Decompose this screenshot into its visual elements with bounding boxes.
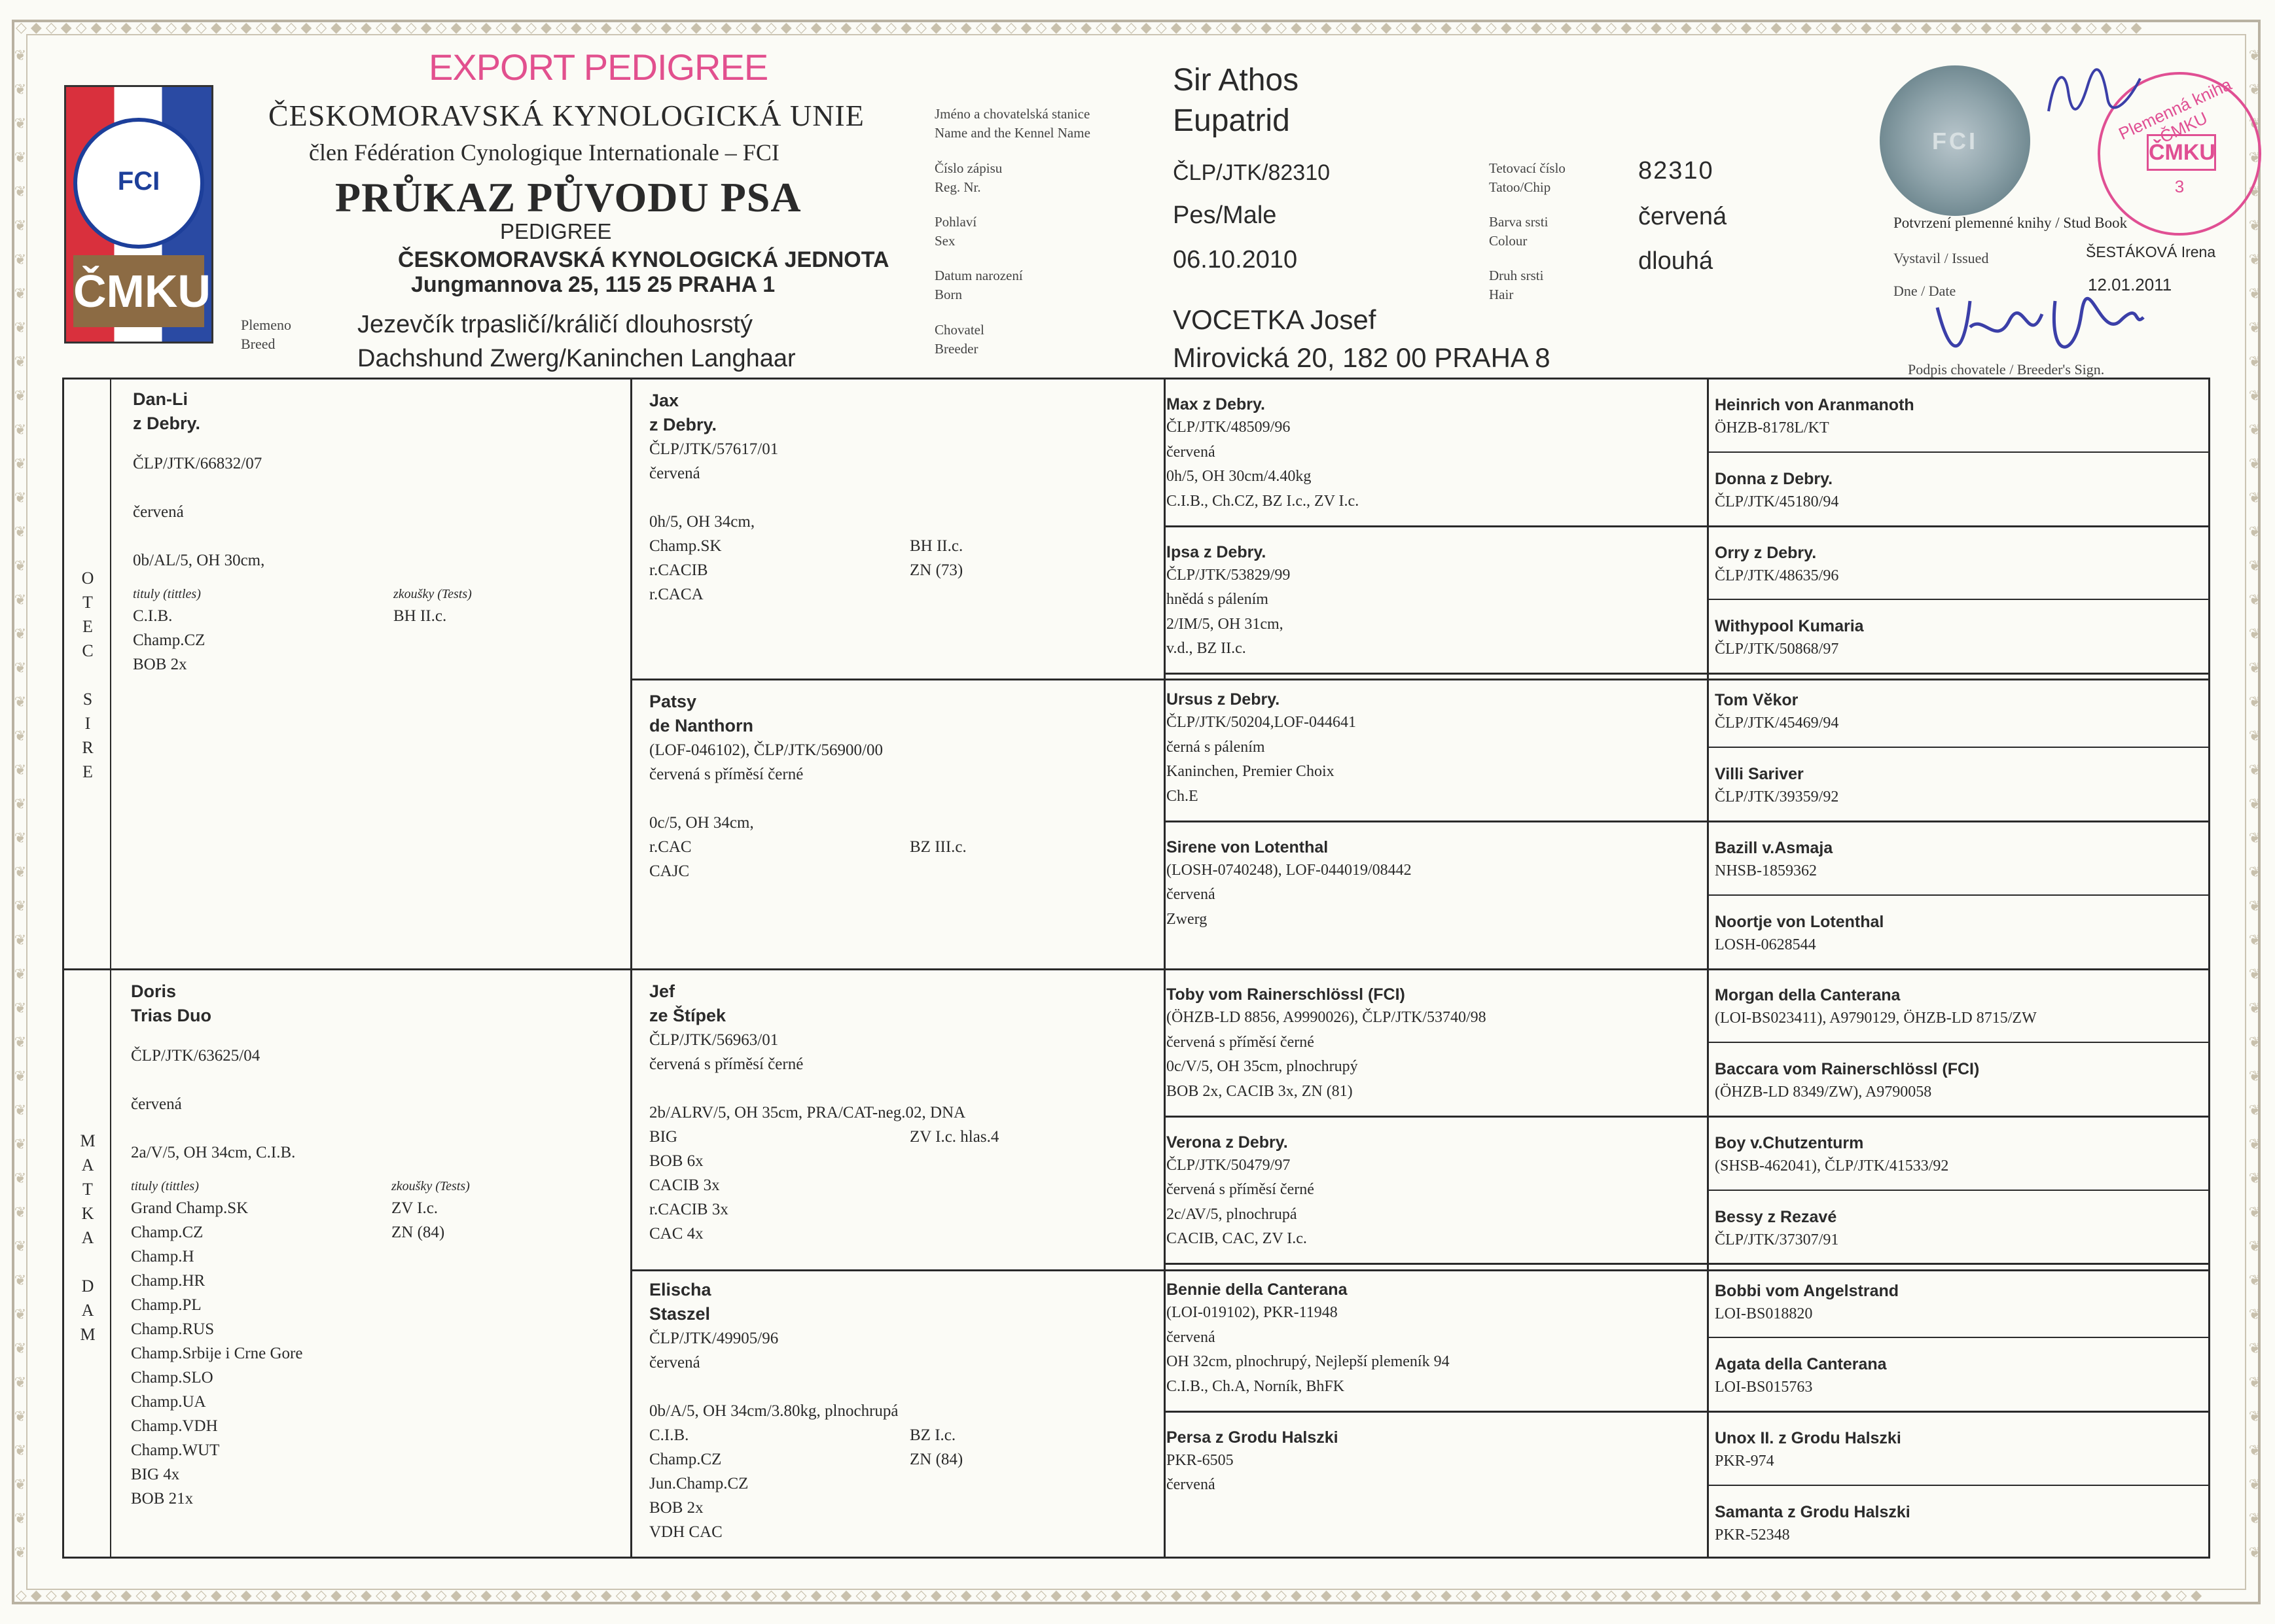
- dam-tests-label: zkoušky (Tests): [391, 1179, 470, 1193]
- fci-logo-text: FCI: [117, 167, 160, 196]
- gen2-test: [910, 1052, 999, 1076]
- gen4-reg: (ÖHZB-LD 8349/ZW), A9790058: [1715, 1084, 1932, 1101]
- gen4-cell: [1715, 542, 2199, 588]
- gen4-reg: ČLP/JTK/39359/92: [1715, 788, 1839, 805]
- sex-label: Pohlaví Sex: [935, 214, 977, 249]
- gen3-detail-line: červená: [1166, 886, 1215, 903]
- gen3-detail-line: ČLP/JTK/50479/97: [1166, 1156, 1291, 1174]
- dam-side-letter: D: [81, 1277, 94, 1296]
- sire-side-letter: E: [82, 762, 93, 781]
- gen2-cell: [649, 980, 1153, 1246]
- gen4-name: Withypool Kumaria: [1715, 617, 1864, 636]
- gen2-detail-line: [649, 786, 1153, 811]
- gen2-name: de Nanthorn: [649, 716, 753, 735]
- gen4-name: Tom Věkor: [1715, 691, 1799, 710]
- stamp-logo: ČMKU: [2147, 134, 2216, 171]
- gen3-name: Ursus z Debry.: [1166, 690, 1280, 709]
- sire-tests-label: zkoušky (Tests): [393, 587, 472, 601]
- gen2-detail-line: BOB 6x: [649, 1152, 704, 1170]
- sire-side-letter: T: [82, 593, 93, 612]
- sire-colour: červená: [133, 503, 184, 521]
- cmku-logo: ČMKU: [73, 255, 204, 327]
- gen4-reg: PKR-52348: [1715, 1527, 1790, 1544]
- gen3-row-divider: [1164, 1263, 2210, 1265]
- gen4-cell: [1715, 1133, 2199, 1178]
- gen3-detail-line: (ÖHZB-LD 8856, A9990026), ČLP/JTK/53740/98: [1166, 1009, 1486, 1026]
- gen3-detail-line: CACIB, CAC, ZV I.c.: [1166, 1230, 1307, 1247]
- breed-label: Plemeno Breed: [241, 317, 291, 352]
- gen3-cell: [1165, 688, 1696, 809]
- dam-title: Champ.SLO: [131, 1369, 213, 1386]
- gen4-name: Bessy z Rezavé: [1715, 1207, 1837, 1226]
- gen2-test: [910, 1076, 999, 1101]
- gen4-reg: PKR-974: [1715, 1453, 1774, 1470]
- gen2-test: [910, 1028, 999, 1052]
- dam-title: BIG 4x: [131, 1466, 180, 1483]
- gen3-name: Max z Debry.: [1166, 395, 1265, 414]
- colour-label: Barva srsti Colour: [1489, 214, 1549, 249]
- sire-cell: [133, 387, 630, 677]
- gen2-row-divider: [630, 1269, 2210, 1271]
- dam-side-label: [80, 1129, 96, 1347]
- dam-title: Champ.PL: [131, 1296, 202, 1314]
- gen2-name: z Debry.: [649, 415, 717, 434]
- gen4-name: Villi Sariver: [1715, 765, 1804, 783]
- gen3-detail-line: červená s příměsí černé: [1166, 1033, 1314, 1051]
- gen4-cell: [1715, 1280, 2199, 1326]
- sire-side-letter: E: [82, 617, 93, 636]
- gen2-name: ze Štípek: [649, 1006, 726, 1025]
- gen2-detail-line: červená: [649, 1354, 700, 1371]
- dam-title: Grand Champ.SK: [131, 1199, 249, 1217]
- gen2-test: ZN (84): [910, 1451, 963, 1468]
- gen3-detail-line: červená s příměsí černé: [1166, 1181, 1314, 1198]
- dam-tests: [391, 1196, 444, 1244]
- gen3-cell: [1165, 1131, 1696, 1252]
- issued-by: ŠESTÁKOVÁ Irena: [2086, 243, 2216, 260]
- dog-reg-number: ČLP/JTK/82310: [1173, 160, 1331, 185]
- dam-side-letter: M: [80, 1325, 96, 1344]
- gen4-name: Samanta z Grodu Halszki: [1715, 1503, 1910, 1521]
- breeder-info: VOCETKA Josef Mirovická 20, 182 00 PRAHA 8: [1173, 304, 1550, 373]
- gen2-cell: [649, 1278, 1153, 1544]
- gen3-detail-line: 0c/V/5, OH 35cm, plnochrupý: [1166, 1058, 1358, 1075]
- sire-titles-label: tituly (tittles): [133, 587, 201, 601]
- issue-date: 12.01.2011: [2088, 275, 2172, 294]
- gen2-detail-line: BIG: [649, 1128, 678, 1146]
- gen4-cell: [1715, 1502, 2199, 1547]
- gen2-details: [649, 738, 1153, 883]
- gen3-detail-line: červená: [1166, 443, 1215, 461]
- issued-label: Vystavil / Issued: [1893, 250, 1989, 266]
- gen3-cell: [1165, 393, 1696, 514]
- gen2-detail-line: r.CAC: [649, 838, 692, 856]
- gen4-row-divider: [1707, 1042, 2210, 1043]
- gen4-reg: ČLP/JTK/45180/94: [1715, 493, 1839, 510]
- gen2-test: BZ III.c.: [910, 838, 967, 856]
- gen2-detail-line: Champ.CZ: [649, 1451, 722, 1468]
- breeder-signature-label: Podpis chovatele / Breeder's Sign.: [1908, 361, 2105, 378]
- name-label: Jméno a chovatelská stanice Name and the Kennel Name: [935, 106, 1090, 141]
- gen3-detail-line: PKR-6505: [1166, 1451, 1234, 1469]
- dam-title: Champ.HR: [131, 1272, 206, 1290]
- gen2-test: [910, 461, 963, 485]
- gen2-name: Elischa: [649, 1280, 711, 1299]
- dam-side-letter: [80, 1250, 96, 1274]
- sire-side-letter: O: [81, 569, 94, 588]
- gen3-detail-line: ČLP/JTK/53829/99: [1166, 566, 1291, 584]
- gen3-name: Persa z Grodu Halszki: [1166, 1428, 1338, 1447]
- decorative-border-bottom: ◇◆◇◆◇◆◇◆◇◆◇◆◇◆◇◆◇◆◇◆◇◆◇◆◇◆◇◆◇◆◇◆◇◆◇◆◇◆◇◆◇◆◇◆◇◆◇◆◇◆◇◆◇◆◇◆◇◆◇◆◇◆◇◆◇◆◇◆◇◆◇◆◇◆◇◆◇◆◇◆◇◆◇◆◇◆◇◆◇◆◇◆◇◆◇◆◇◆◇◆◇◆◇◆◇◆◇◆◇◆◇◆◇◆◇◆◇◆◇◆◇◆◇◆◇◆◇◆◇◆◇◆◇◆◇◆◇◆◇◆◇◆◇◆◇◆: [16, 1587, 2206, 1604]
- club-name: ČESKOMORAVSKÁ KYNOLOGICKÁ JEDNOTA: [398, 247, 889, 272]
- dog-tattoo: 82310: [1638, 157, 1714, 185]
- union-name: ČESKOMORAVSKÁ KYNOLOGICKÁ UNIE: [268, 99, 865, 132]
- dam-side-letter: M: [80, 1131, 96, 1150]
- gen2-name: Jef: [649, 981, 675, 1001]
- gen2-name: Jax: [649, 391, 679, 410]
- gen4-reg: ČLP/JTK/45469/94: [1715, 715, 1839, 732]
- sire-titles: [133, 604, 630, 677]
- gen3-detail-line: (LOI-019102), PKR-11948: [1166, 1304, 1338, 1321]
- decorative-border-top: ◇◆◇◆◇◆◇◆◇◆◇◆◇◆◇◆◇◆◇◆◇◆◇◆◇◆◇◆◇◆◇◆◇◆◇◆◇◆◇◆◇◆◇◆◇◆◇◆◇◆◇◆◇◆◇◆◇◆◇◆◇◆◇◆◇◆◇◆◇◆◇◆◇◆◇◆◇◆◇◆◇◆◇◆◇◆◇◆◇◆◇◆◇◆◇◆◇◆◇◆◇◆◇◆◇◆◇◆◇◆◇◆◇◆◇◆◇◆◇◆◇◆◇◆◇◆◇◆◇◆◇◆◇◆◇◆◇◆◇◆◇◆: [16, 20, 2146, 36]
- stud-book-label: Potvrzení plemenné knihy / Stud Book: [1893, 215, 2128, 231]
- sire-name-line2: z Debry.: [133, 414, 201, 433]
- gen2-test: ZN (73): [910, 561, 963, 579]
- reg-label: Číslo zápisu Reg. Nr.: [935, 160, 1003, 195]
- dam-evaluation: 2a/V/5, OH 34cm, C.I.B.: [131, 1144, 296, 1161]
- document-title: PRŮKAZ PŮVODU PSA: [335, 174, 802, 221]
- gen4-row-divider: [1707, 894, 2210, 896]
- gen4-reg: LOI-BS018820: [1715, 1305, 1813, 1322]
- gen3-detail-line: Ch.E: [1166, 787, 1198, 805]
- decorative-border-right: ❦ ❦ ❦ ❦ ❦ ❦ ❦ ❦ ❦ ❦ ❦ ❦ ❦ ❦ ❦ ❦ ❦ ❦ ❦ ❦ ❦ ❦ ❦ ❦ ❦ ❦ ❦ ❦ ❦ ❦ ❦ ❦ ❦ ❦ ❦ ❦ ❦ ❦ ❦ ❦ ❦ ❦ ❦ ❦ ❦: [2248, 48, 2261, 1561]
- dam-title: Champ.RUS: [131, 1320, 215, 1338]
- gen4-name: Noortje von Lotenthal: [1715, 912, 1884, 931]
- gen4-reg: (LOI-BS023411), A9790129, ÖHZB-LD 8715/ZW: [1715, 1010, 2037, 1027]
- sire-side-letter: [80, 663, 96, 687]
- gen2-details: [649, 437, 1153, 607]
- gen2-detail-line: VDH CAC: [649, 1523, 723, 1541]
- gen3-detail-line: 2c/AV/5, plnochrupá: [1166, 1205, 1297, 1223]
- sire-tests: [393, 604, 446, 628]
- gen4-reg: LOSH-0628544: [1715, 936, 1816, 953]
- gen4-reg: ČLP/JTK/37307/91: [1715, 1231, 1839, 1248]
- gen4-reg: (SHSB-462041), ČLP/JTK/41533/92: [1715, 1157, 1949, 1174]
- gen4-cell: [1715, 838, 2199, 883]
- sire-reg: ČLP/JTK/66832/07: [133, 455, 262, 472]
- club-address: Jungmannova 25, 115 25 PRAHA 1: [411, 272, 776, 297]
- gen4-name: Boy v.Chutzenturm: [1715, 1134, 1864, 1152]
- sire-side-letter: S: [82, 690, 93, 709]
- gen2-detail-line: Jun.Champ.CZ: [649, 1475, 749, 1492]
- gen2-detail-line: červená: [649, 465, 700, 482]
- gen4-reg: ČLP/JTK/48635/96: [1715, 567, 1839, 584]
- gen4-name: Bazill v.Asmaja: [1715, 838, 1833, 857]
- gen4-cell: [1715, 1428, 2199, 1474]
- gen2-detail-line: CACIB 3x: [649, 1176, 720, 1194]
- dam-titles-label: tituly (tittles): [131, 1179, 199, 1193]
- gen2-test: [910, 1375, 963, 1399]
- document-subtitle: PEDIGREE: [500, 219, 612, 243]
- gen3-name: Verona z Debry.: [1166, 1133, 1288, 1152]
- gen3-detail-line: ČLP/JTK/48509/96: [1166, 419, 1291, 436]
- dog-name: Sir Athos Eupatrid: [1173, 63, 1299, 138]
- gen2-detail-line: Champ.SK: [649, 537, 722, 555]
- gen4-reg: ÖHZB-8178L/KT: [1715, 419, 1829, 436]
- dam-test: ZN (84): [391, 1224, 445, 1241]
- dam-title: Champ.WUT: [131, 1441, 220, 1459]
- gen3-cell: [1165, 836, 1696, 932]
- gen4-row-divider: [1707, 1190, 2210, 1191]
- gen3-name: Toby vom Rainerschlössl (FCI): [1166, 985, 1405, 1004]
- stamp-number: 3: [2174, 177, 2185, 196]
- gen2-cell: [649, 690, 1153, 883]
- dam-reg: ČLP/JTK/63625/04: [131, 1047, 260, 1065]
- gen2-test: [910, 1350, 963, 1375]
- dog-birth-date: 06.10.2010: [1173, 246, 1298, 274]
- gen2-detail-line: [649, 1375, 1153, 1399]
- gen2-test: [910, 1101, 999, 1125]
- tattoo-label: Tetovací číslo Tatoo/Chip: [1489, 160, 1566, 195]
- gen2-test: [910, 762, 967, 786]
- sire-title: BOB 2x: [133, 656, 187, 673]
- gen3-row-divider: [1164, 1411, 2210, 1413]
- gen3-detail-line: ČLP/JTK/50204,LOF-044641: [1166, 714, 1357, 731]
- gen2-tests: [910, 738, 967, 859]
- gen3-cell: [1165, 983, 1696, 1104]
- registrar-signature-icon: [2042, 65, 2147, 124]
- gen4-name: Morgan della Canterana: [1715, 986, 1901, 1005]
- gen2-name: Staszel: [649, 1304, 711, 1324]
- gen3-detail-line: C.I.B., Ch.CZ, BZ I.c., ZV I.c.: [1166, 492, 1359, 510]
- gen4-cell: [1715, 985, 2199, 1031]
- gen2-test: ZV I.c. hlas.4: [910, 1128, 999, 1146]
- gen3-detail-line: OH 32cm, plnochrupý, Nejlepší plemeník 94: [1166, 1353, 1450, 1370]
- gen2-detail-line: červená s příměsí černé: [649, 1055, 804, 1073]
- gen2-detail-line: r.CACA: [649, 586, 704, 603]
- gen4-reg: NHSB-1859362: [1715, 862, 1818, 879]
- sire-side-letter: I: [84, 714, 91, 733]
- gen3-detail-line: 0h/5, OH 30cm/4.40kg: [1166, 468, 1312, 485]
- gen2-test: [910, 786, 967, 811]
- gen4-name: Bobbi vom Angelstrand: [1715, 1281, 1899, 1300]
- sire-name-line1: Dan-Li: [133, 389, 188, 409]
- sire-side-label: [80, 566, 96, 784]
- gen2-detail-line: ČLP/JTK/57617/01: [649, 440, 779, 458]
- gen2-name: Patsy: [649, 692, 697, 711]
- gen3-detail-line: černá s pálením: [1166, 738, 1265, 756]
- sire-side-letter: R: [82, 738, 94, 757]
- gen4-cell: [1715, 1059, 2199, 1104]
- breeder-signature-icon: [1924, 288, 2147, 366]
- gen3-detail-line: hnědá s pálením: [1166, 591, 1268, 608]
- gen2-details: [649, 1028, 1153, 1246]
- gen4-row-divider: [1707, 1485, 2210, 1486]
- gen2-test: [910, 1399, 963, 1423]
- gen3-detail-line: Kaninchen, Premier Choix: [1166, 763, 1335, 780]
- gen2-detail-line: [649, 1076, 1153, 1101]
- fci-membership: člen Fédération Cynologique Internationale – FCI: [309, 139, 779, 166]
- gen2-tests: [910, 1028, 999, 1149]
- gen4-reg: ČLP/JTK/50868/97: [1715, 641, 1839, 658]
- export-title: EXPORT PEDIGREE: [429, 46, 768, 88]
- gen2-detail-line: CAC 4x: [649, 1225, 704, 1243]
- sire-dam-divider: [62, 968, 2210, 970]
- gen3-cell: [1165, 541, 1696, 662]
- gen2-detail-line: C.I.B.: [649, 1426, 689, 1444]
- gen2-detail-line: 0b/A/5, OH 34cm/3.80kg, plnochrupá: [649, 1402, 899, 1420]
- dam-test: ZV I.c.: [391, 1199, 439, 1217]
- stamp-text: Plemenná kniha ČMKU: [2115, 74, 2235, 147]
- gen2-detail-line: ČLP/JTK/56963/01: [649, 1031, 779, 1049]
- gen4-cell: [1715, 764, 2199, 809]
- gen3-detail-line: 2/IM/5, OH 31cm,: [1166, 615, 1283, 633]
- dam-title: Champ.H: [131, 1248, 194, 1265]
- gen2-detail-line: 0c/5, OH 34cm,: [649, 814, 754, 832]
- dam-side-letter: K: [81, 1204, 94, 1223]
- gen3-row-divider: [1164, 821, 2210, 822]
- gen2-row-divider: [630, 679, 2210, 680]
- sire-test: BH II.c.: [393, 607, 447, 625]
- gen2-detail-line: 2b/ALRV/5, OH 35cm, PRA/CAT-neg.02, DNA: [649, 1104, 966, 1121]
- breed-value: Jezevčík trpasličí/králičí dlouhosrstý Dachshund Zwerg/Kaninchen Langhaar: [357, 311, 796, 372]
- decorative-border-left: ❦ ❦ ❦ ❦ ❦ ❦ ❦ ❦ ❦ ❦ ❦ ❦ ❦ ❦ ❦ ❦ ❦ ❦ ❦ ❦ ❦ ❦ ❦ ❦ ❦ ❦ ❦ ❦ ❦ ❦ ❦ ❦ ❦ ❦ ❦ ❦ ❦ ❦ ❦ ❦ ❦ ❦ ❦ ❦ ❦: [14, 48, 27, 1561]
- gen4-name: Baccara vom Rainerschlössl (FCI): [1715, 1060, 1980, 1079]
- gen3-detail-line: červená: [1166, 1328, 1215, 1346]
- dam-name-line2: Trias Duo: [131, 1006, 212, 1025]
- gen2-detail-line: [649, 485, 1153, 510]
- sire-evaluation: 0b/AL/5, OH 30cm,: [133, 552, 265, 569]
- gen4-row-divider: [1707, 451, 2210, 453]
- gen4-cell: [1715, 395, 2199, 440]
- gen2-test: [910, 1326, 963, 1350]
- gen3-detail-line: BOB 2x, CACIB 3x, ZN (81): [1166, 1082, 1353, 1100]
- gen4-name: Donna z Debry.: [1715, 469, 1833, 488]
- dam-title: BOB 21x: [131, 1490, 194, 1508]
- gen2-test: [910, 811, 967, 835]
- gen3-row-divider: [1164, 1116, 2210, 1118]
- gen3-row-divider: [1164, 525, 2210, 527]
- dam-side-letter: A: [81, 1301, 94, 1320]
- gen2-test: [910, 437, 963, 461]
- dam-side-letter: A: [81, 1156, 94, 1174]
- gen3-cell: [1165, 1279, 1696, 1399]
- gen2-tests: [910, 1326, 963, 1472]
- dam-title: Champ.Srbije i Crne Gore: [131, 1345, 303, 1362]
- gen3-row-divider: [1164, 673, 2210, 675]
- gen4-name: Orry z Debry.: [1715, 543, 1817, 562]
- sire-side-letter: C: [82, 641, 94, 660]
- breeder-label: Chovatel Breeder: [935, 322, 984, 357]
- gen4-cell: [1715, 1354, 2199, 1400]
- gen2-detail-line: CAJC: [649, 862, 690, 880]
- dam-side-letter: T: [82, 1180, 93, 1199]
- gen2-test: [910, 485, 963, 510]
- gen4-name: Unox II. z Grodu Halszki: [1715, 1429, 1901, 1448]
- gen3-cell: [1165, 1426, 1696, 1498]
- gen2-detail-line: (LOF-046102), ČLP/JTK/56900/00: [649, 741, 883, 759]
- gen2-detail-line: r.CACIB 3x: [649, 1201, 728, 1218]
- dog-sex: Pes/Male: [1173, 202, 1277, 229]
- gen3-detail-line: Zwerg: [1166, 910, 1208, 928]
- gen4-name: Agata della Canterana: [1715, 1355, 1887, 1374]
- gen2-test: BZ I.c.: [910, 1426, 956, 1444]
- dam-colour: červená: [131, 1095, 182, 1113]
- gen2-test: [910, 510, 963, 534]
- gen4-name: Heinrich von Aranmanoth: [1715, 396, 1914, 414]
- gen4-reg: LOI-BS015763: [1715, 1379, 1813, 1396]
- gen3-detail-line: v.d., BZ II.c.: [1166, 640, 1246, 657]
- dam-cell: [131, 980, 628, 1511]
- gen4-cell: [1715, 1207, 2199, 1252]
- sire-title: Champ.CZ: [133, 631, 206, 649]
- gen4-row-divider: [1707, 599, 2210, 600]
- hair-label: Druh srsti Hair: [1489, 268, 1544, 302]
- gen4-cell: [1715, 690, 2199, 735]
- gen2-detail-line: červená s příměsí černé: [649, 766, 804, 783]
- gen3-detail-line: červená: [1166, 1476, 1215, 1493]
- gen4-cell: [1715, 468, 2199, 514]
- gen2-detail-line: BOB 2x: [649, 1499, 704, 1517]
- gen4-cell: [1715, 616, 2199, 662]
- gen2-detail-line: r.CACIB: [649, 561, 708, 579]
- dam-titles: [131, 1196, 628, 1511]
- dog-hair: dlouhá: [1638, 247, 1713, 275]
- gen2-detail-line: ČLP/JTK/49905/96: [649, 1330, 779, 1347]
- gen3-name: Ipsa z Debry.: [1166, 542, 1266, 561]
- gen2-details: [649, 1326, 1153, 1544]
- gen3-detail-line: C.I.B., Ch.A, Norník, BhFK: [1166, 1377, 1345, 1395]
- gen3-name: Bennie della Canterana: [1166, 1280, 1348, 1299]
- gen2-test: BH II.c.: [910, 537, 963, 555]
- born-label: Datum narození Born: [935, 268, 1023, 302]
- sire-title: C.I.B.: [133, 607, 173, 625]
- gen2-cell: [649, 389, 1153, 607]
- gen3-name: Sirene von Lotenthal: [1166, 838, 1329, 856]
- gen4-row-divider: [1707, 747, 2210, 748]
- gen2-tests: [910, 437, 963, 582]
- dam-name-line1: Doris: [131, 981, 177, 1001]
- dam-title: Champ.CZ: [131, 1224, 204, 1241]
- dam-title: Champ.VDH: [131, 1417, 218, 1435]
- date-label: Dne / Date: [1893, 283, 1956, 299]
- gen2-test: [910, 738, 967, 762]
- dam-title: Champ.UA: [131, 1393, 206, 1411]
- gen4-cell: [1715, 911, 2199, 957]
- dam-side-letter: A: [81, 1228, 94, 1247]
- hologram-seal-text: FCI: [1932, 128, 1978, 154]
- gen3-detail-line: (LOSH-0740248), LOF-044019/08442: [1166, 861, 1412, 879]
- dog-colour: červená: [1638, 203, 1727, 230]
- gen4-row-divider: [1707, 1337, 2210, 1338]
- gen2-detail-line: 0h/5, OH 34cm,: [649, 513, 755, 531]
